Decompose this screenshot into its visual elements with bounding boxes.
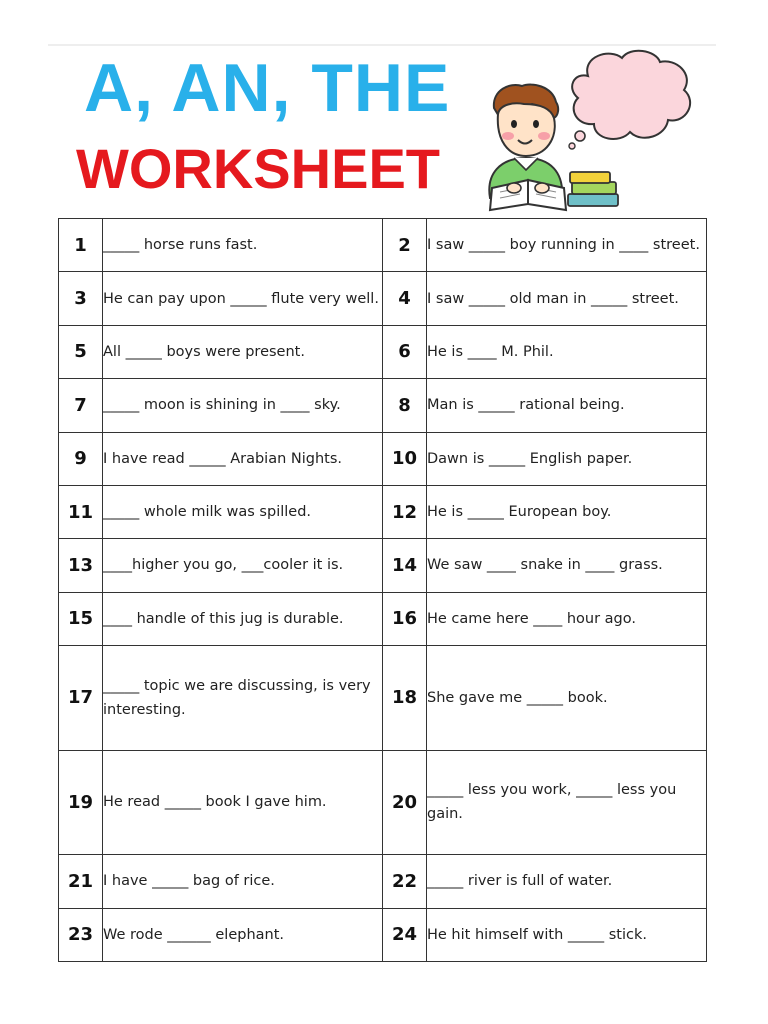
question-sentence: ____higher you go, ___cooler it is. — [103, 539, 383, 592]
question-sentence: Man is _____ rational being. — [427, 379, 707, 432]
question-sentence: ____ handle of this jug is durable. — [103, 592, 383, 645]
question-sentence: _____ whole milk was spilled. — [103, 485, 383, 538]
question-sentence: She gave me _____ book. — [427, 646, 707, 751]
question-sentence: All _____ boys were present. — [103, 325, 383, 378]
title-worksheet: WORKSHEET — [76, 137, 440, 200]
question-sentence: We saw ____ snake in ____ grass. — [427, 539, 707, 592]
question-sentence: I have read _____ Arabian Nights. — [103, 432, 383, 485]
question-number: 1 — [59, 219, 103, 272]
question-number: 22 — [383, 855, 427, 908]
table-row — [59, 539, 707, 592]
boy-reading-book-illustration — [470, 48, 700, 216]
question-number: 11 — [59, 485, 103, 538]
table-row — [59, 432, 707, 485]
question-sentence: He hit himself with _____ stick. — [427, 908, 707, 961]
question-number: 2 — [383, 219, 427, 272]
question-sentence: _____ topic we are discussing, is very interesting. — [103, 646, 383, 751]
table-row — [59, 379, 707, 432]
question-number: 3 — [59, 272, 103, 325]
table-row — [59, 646, 707, 751]
question-sentence: I have _____ bag of rice. — [103, 855, 383, 908]
thought-bubble-icon — [569, 51, 690, 149]
question-number: 4 — [383, 272, 427, 325]
question-sentence: I saw _____ boy running in ____ street. — [427, 219, 707, 272]
title-articles: A, AN, THE — [84, 50, 451, 126]
question-number: 12 — [383, 485, 427, 538]
question-sentence: Dawn is _____ English paper. — [427, 432, 707, 485]
question-number: 7 — [59, 379, 103, 432]
question-sentence: He can pay upon _____ flute very well. — [103, 272, 383, 325]
question-number: 14 — [383, 539, 427, 592]
question-number: 5 — [59, 325, 103, 378]
question-sentence: We rode ______ elephant. — [103, 908, 383, 961]
question-number: 24 — [383, 908, 427, 961]
question-number: 15 — [59, 592, 103, 645]
table-row — [59, 855, 707, 908]
table-row — [59, 219, 707, 272]
table-row — [59, 272, 707, 325]
top-divider — [48, 44, 716, 46]
worksheet-table — [58, 218, 707, 962]
question-number: 23 — [59, 908, 103, 961]
table-row — [59, 750, 707, 855]
question-number: 9 — [59, 432, 103, 485]
question-sentence: _____ river is full of water. — [427, 855, 707, 908]
question-sentence: He came here ____ hour ago. — [427, 592, 707, 645]
book-stack-icon — [568, 172, 618, 206]
question-sentence: He read _____ book I gave him. — [103, 750, 383, 855]
question-number: 8 — [383, 379, 427, 432]
question-sentence: I saw _____ old man in _____ street. — [427, 272, 707, 325]
question-sentence: He is _____ European boy. — [427, 485, 707, 538]
table-row — [59, 592, 707, 645]
question-number: 19 — [59, 750, 103, 855]
table-row — [59, 325, 707, 378]
question-sentence: _____ horse runs fast. — [103, 219, 383, 272]
question-number: 21 — [59, 855, 103, 908]
question-number: 6 — [383, 325, 427, 378]
question-number: 10 — [383, 432, 427, 485]
question-number: 17 — [59, 646, 103, 751]
question-sentence: _____ less you work, _____ less you gain. — [427, 750, 707, 855]
question-sentence: He is ____ M. Phil. — [427, 325, 707, 378]
question-sentence: _____ moon is shining in ____ sky. — [103, 379, 383, 432]
table-row — [59, 485, 707, 538]
question-number: 20 — [383, 750, 427, 855]
question-number: 13 — [59, 539, 103, 592]
question-number: 18 — [383, 646, 427, 751]
worksheet-rows — [59, 219, 707, 962]
question-number: 16 — [383, 592, 427, 645]
table-row — [59, 908, 707, 961]
